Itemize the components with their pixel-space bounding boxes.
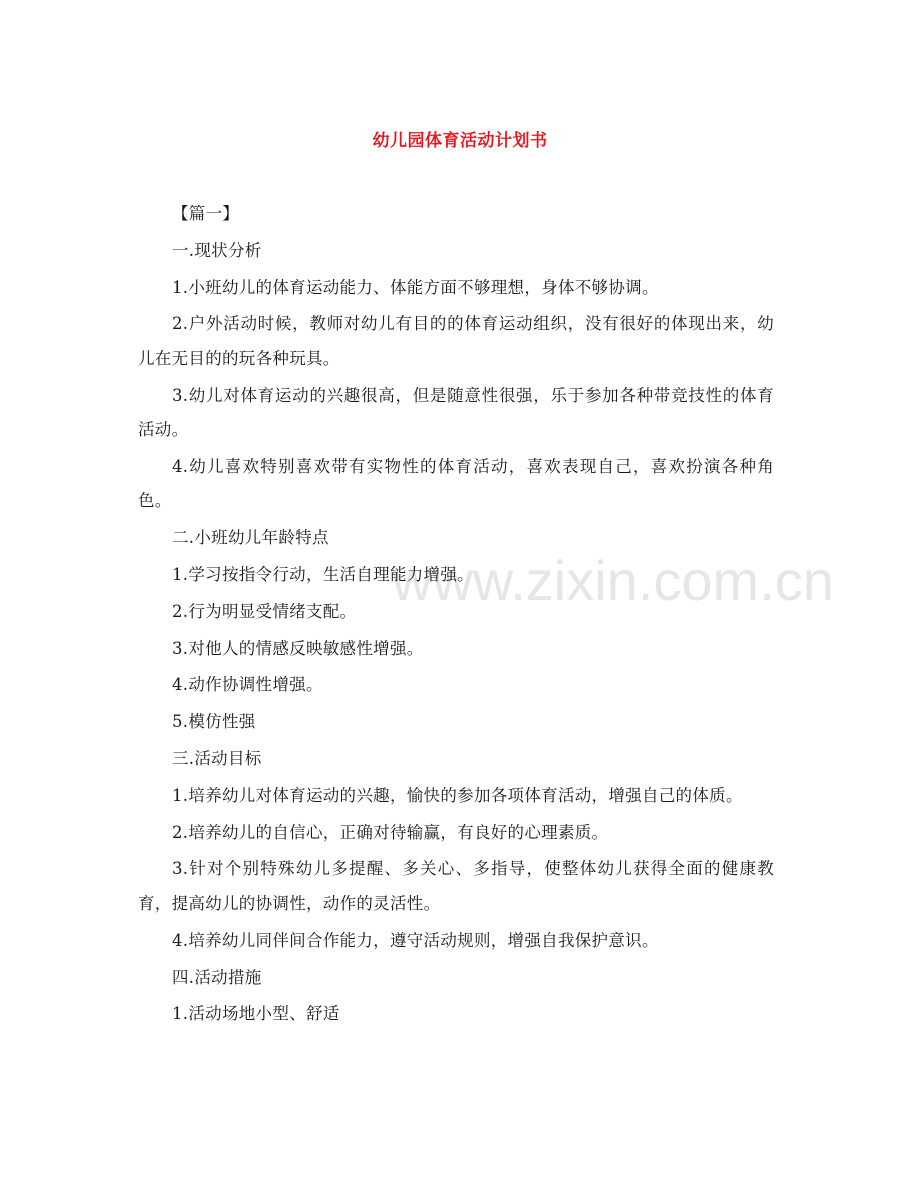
paragraph: 2.户外活动时候，教师对幼儿有目的的体育运动组织，没有很好的体现出来，幼儿在无目的的玩各种玩具。 bbox=[138, 314, 774, 368]
paragraph: 1.活动场地小型、舒适 bbox=[172, 1004, 340, 1024]
document-body bbox=[138, 197, 774, 1034]
paragraph: 1.培养幼儿对体育运动的兴趣，愉快的参加各项体育活动，增强自己的体质。 bbox=[172, 785, 743, 805]
paragraph: 4.动作协调性增强。 bbox=[172, 675, 323, 695]
heading-2: 二.小班幼儿年龄特点 bbox=[172, 528, 329, 548]
paragraph: 1.学习按指令行动，生活自理能力增强。 bbox=[172, 565, 474, 585]
paragraph: 4.培养幼儿同伴间合作能力，遵守活动规则，增强自我保护意识。 bbox=[172, 930, 659, 950]
paragraph: 2.行为明显受情绪支配。 bbox=[172, 601, 357, 621]
paragraph: 5.模仿性强 bbox=[172, 712, 256, 732]
paragraph: 4.幼儿喜欢特别喜欢带有实物性的体育活动，喜欢表现自己，喜欢扮演各种角色。 bbox=[138, 456, 774, 511]
paragraph: 3.幼儿对体育运动的兴趣很高，但是随意性很强，乐于参加各种带竞技性的体育活动。 bbox=[138, 385, 774, 440]
heading-3: 三.活动目标 bbox=[172, 749, 262, 769]
heading-4: 四.活动措施 bbox=[172, 967, 262, 987]
paragraph: 2.培养幼儿的自信心，正确对待输赢，有良好的心理素质。 bbox=[172, 822, 609, 842]
paragraph: 1.小班幼儿的体育运动能力、体能方面不够理想，身体不够协调。 bbox=[172, 277, 659, 297]
paragraph: 3.对他人的情感反映敏感性增强。 bbox=[172, 638, 424, 658]
paragraph: 3.针对个别特殊幼儿多提醒、多关心、多指导，使整体幼儿获得全面的健康教育，提高幼儿的协调性，动作的灵活性。 bbox=[138, 859, 774, 913]
heading-1: 一.现状分析 bbox=[172, 240, 262, 260]
watermark: www.zixin.com.cn bbox=[392, 549, 834, 612]
document-title: 幼儿园体育活动计划书 bbox=[372, 131, 548, 151]
section-label: 【篇一】 bbox=[172, 204, 240, 223]
